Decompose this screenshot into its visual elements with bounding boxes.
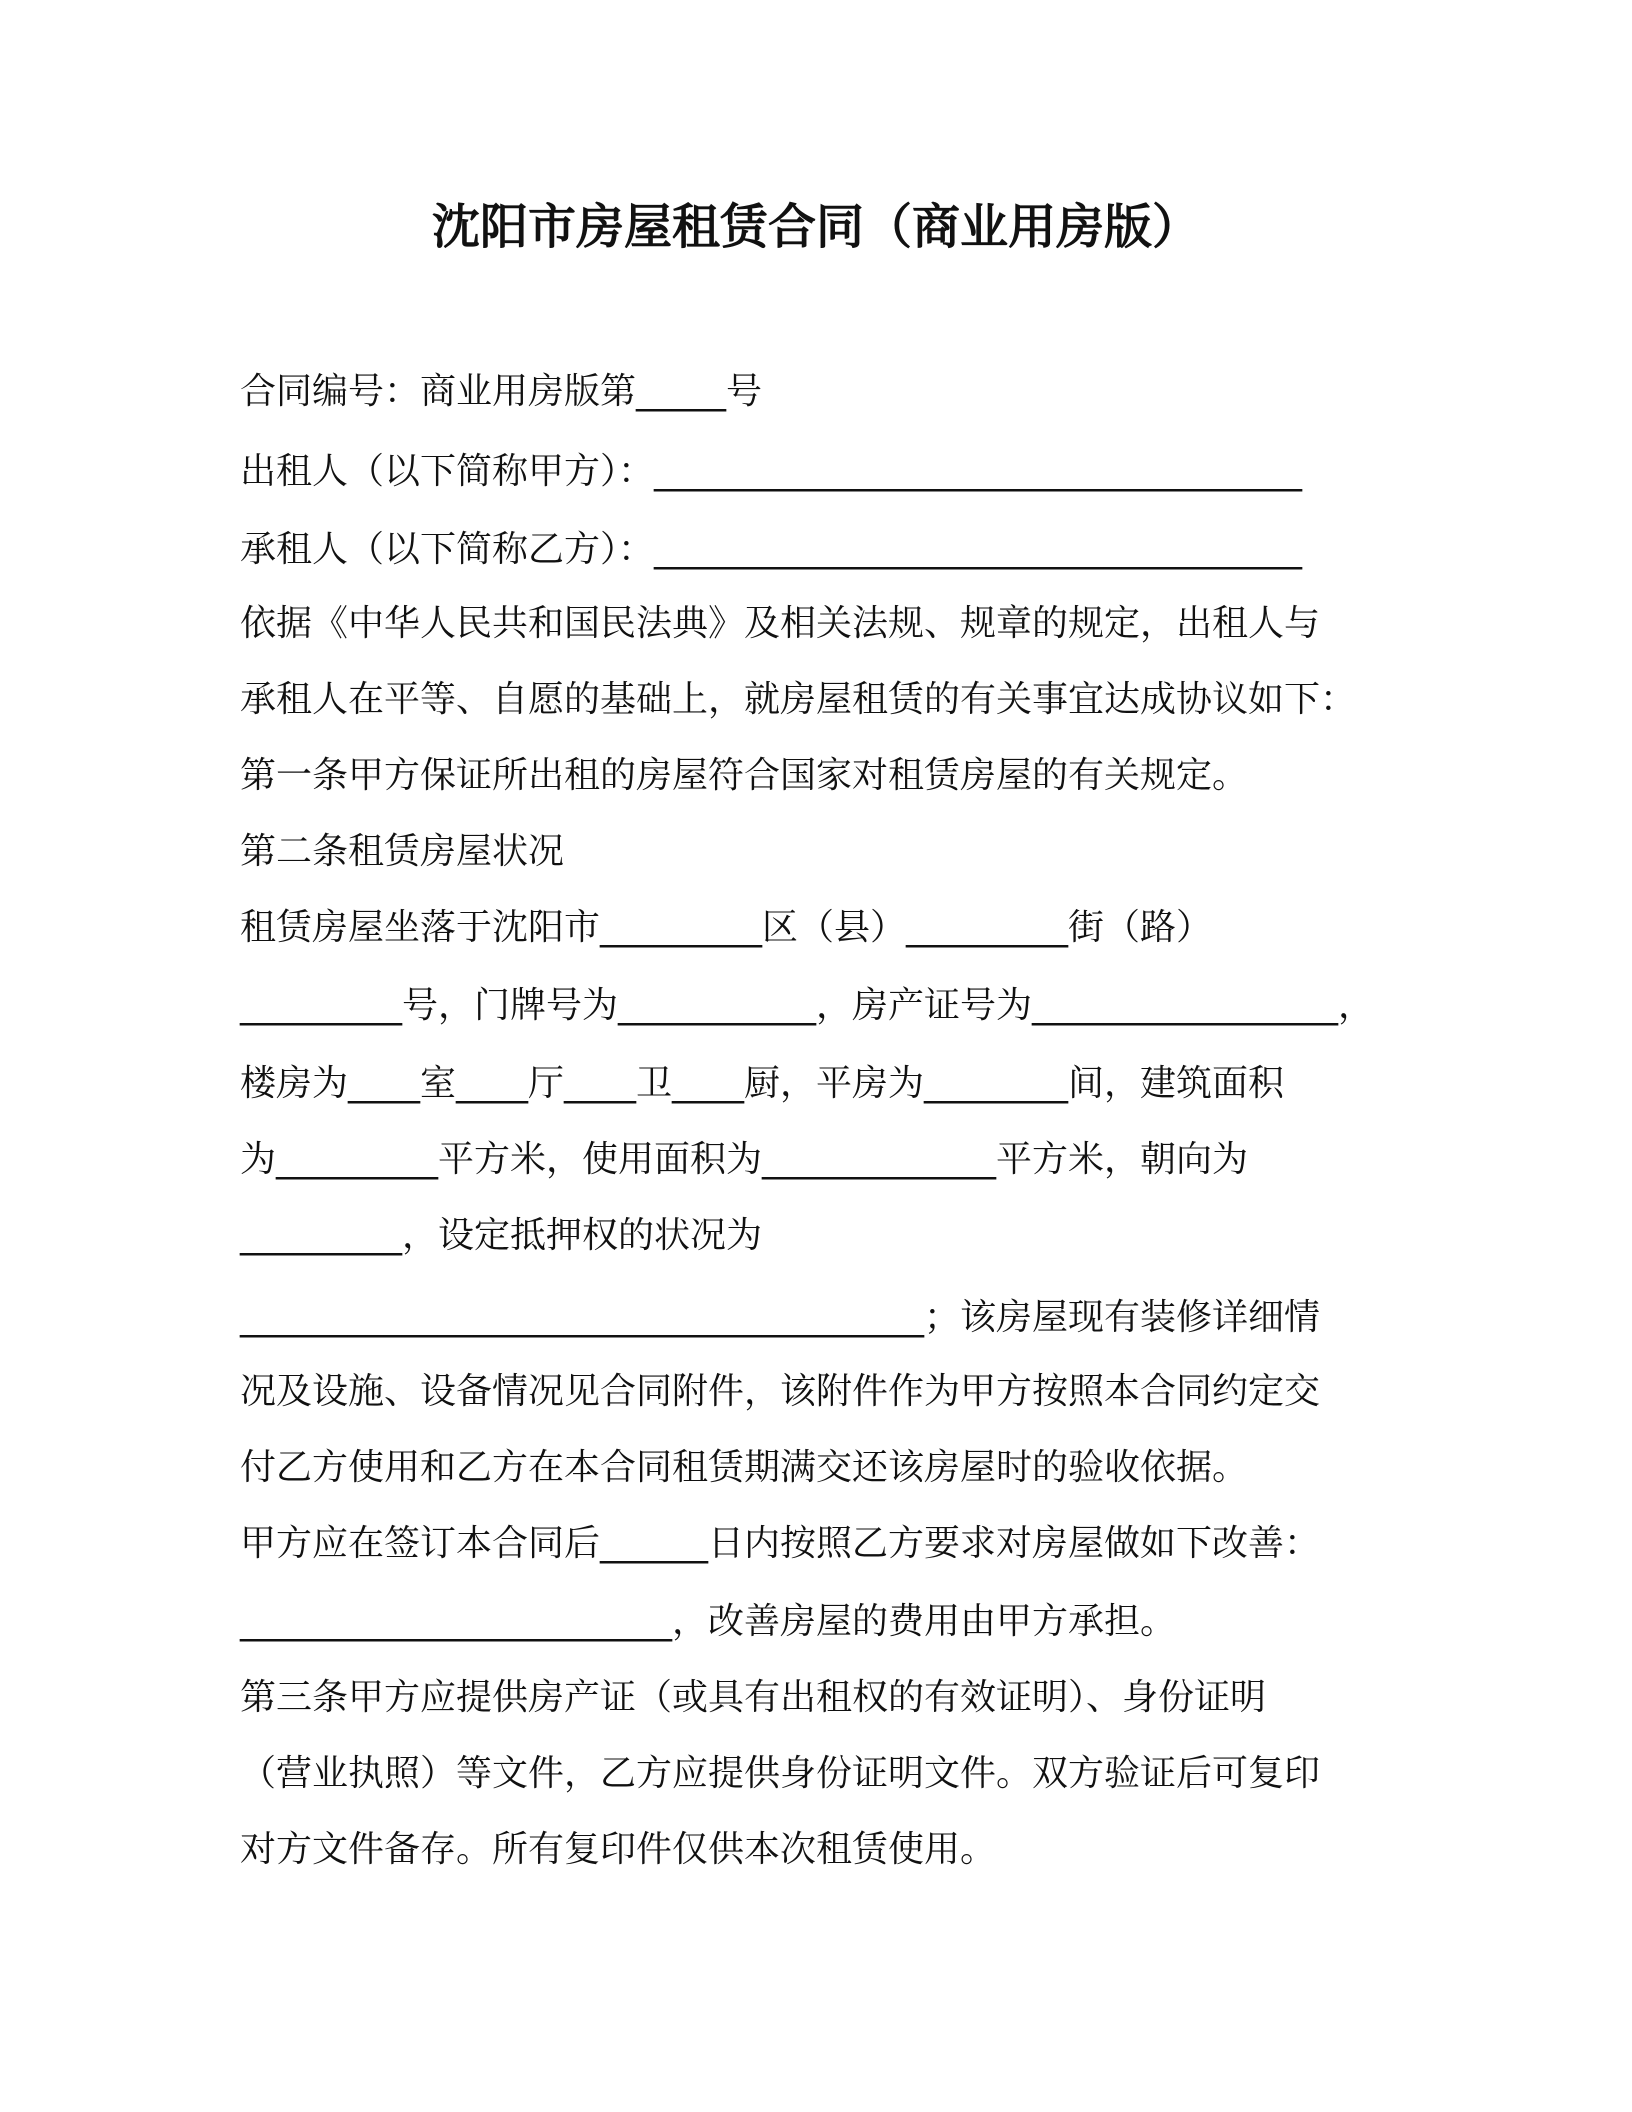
article-3-line-1: 第三条甲方应提供房产证（或具有出租权的有效证明）、身份证明 [240,1677,1267,1718]
article-2-line-8: 付乙方使用和乙方在本合同租赁期满交还该房屋时的验收依据。 [240,1447,1249,1488]
preamble-line-2: 承租人在平等、自愿的基础上，就房屋租赁的有关事宜达成协议如下： [240,679,1357,720]
article-3-line-2: （营业执照）等文件，乙方应提供身份证明文件。双方验证后可复印 [240,1753,1321,1794]
article-2-line-4: 为_________平方米，使用面积为_____________平方米，朝向为 [240,1139,1249,1180]
improvement-line-1: 甲方应在签订本合同后______日内按照乙方要求对房屋做如下改善： [240,1523,1321,1564]
improvement-line-2: ________________________，改善房屋的费用由甲方承担。 [240,1601,1177,1642]
article-2-line-2: _________号，门牌号为___________，房产证号为_________________， [240,985,1375,1026]
article-2-line-7: 况及设施、设备情况见合同附件，该附件作为甲方按照本合同约定交 [240,1371,1321,1412]
article-2-heading: 第二条租赁房屋状况 [240,831,565,872]
lessor-line: 出租人（以下简称甲方）：____________________________________ [240,451,1303,492]
article-2-line-1: 租赁房屋坐落于沈阳市_________区（县）_________街（路） [240,907,1213,948]
preamble-line-1: 依据《中华人民共和国民法典》及相关法规、规章的规定，出租人与 [240,603,1321,644]
article-2-line-3: 楼房为____室____厅____卫____厨，平房为________间，建筑面积 [240,1063,1285,1104]
lessee-line: 承租人（以下简称乙方）：____________________________________ [240,529,1303,570]
document-title: 沈阳市房屋租赁合同（商业用房版） [431,199,1200,255]
article-2-line-5: _________，设定抵押权的状况为 [240,1215,763,1256]
contract-number-line: 合同编号：商业用房版第_____号 [240,371,763,412]
article-3-line-3: 对方文件备存。所有复印件仅供本次租赁使用。 [240,1829,997,1870]
article-2-line-6: ______________________________________；该房屋现有装修详细情 [240,1297,1321,1338]
article-1-line: 第一条甲方保证所出租的房屋符合国家对租赁房屋的有关规定。 [240,755,1249,796]
